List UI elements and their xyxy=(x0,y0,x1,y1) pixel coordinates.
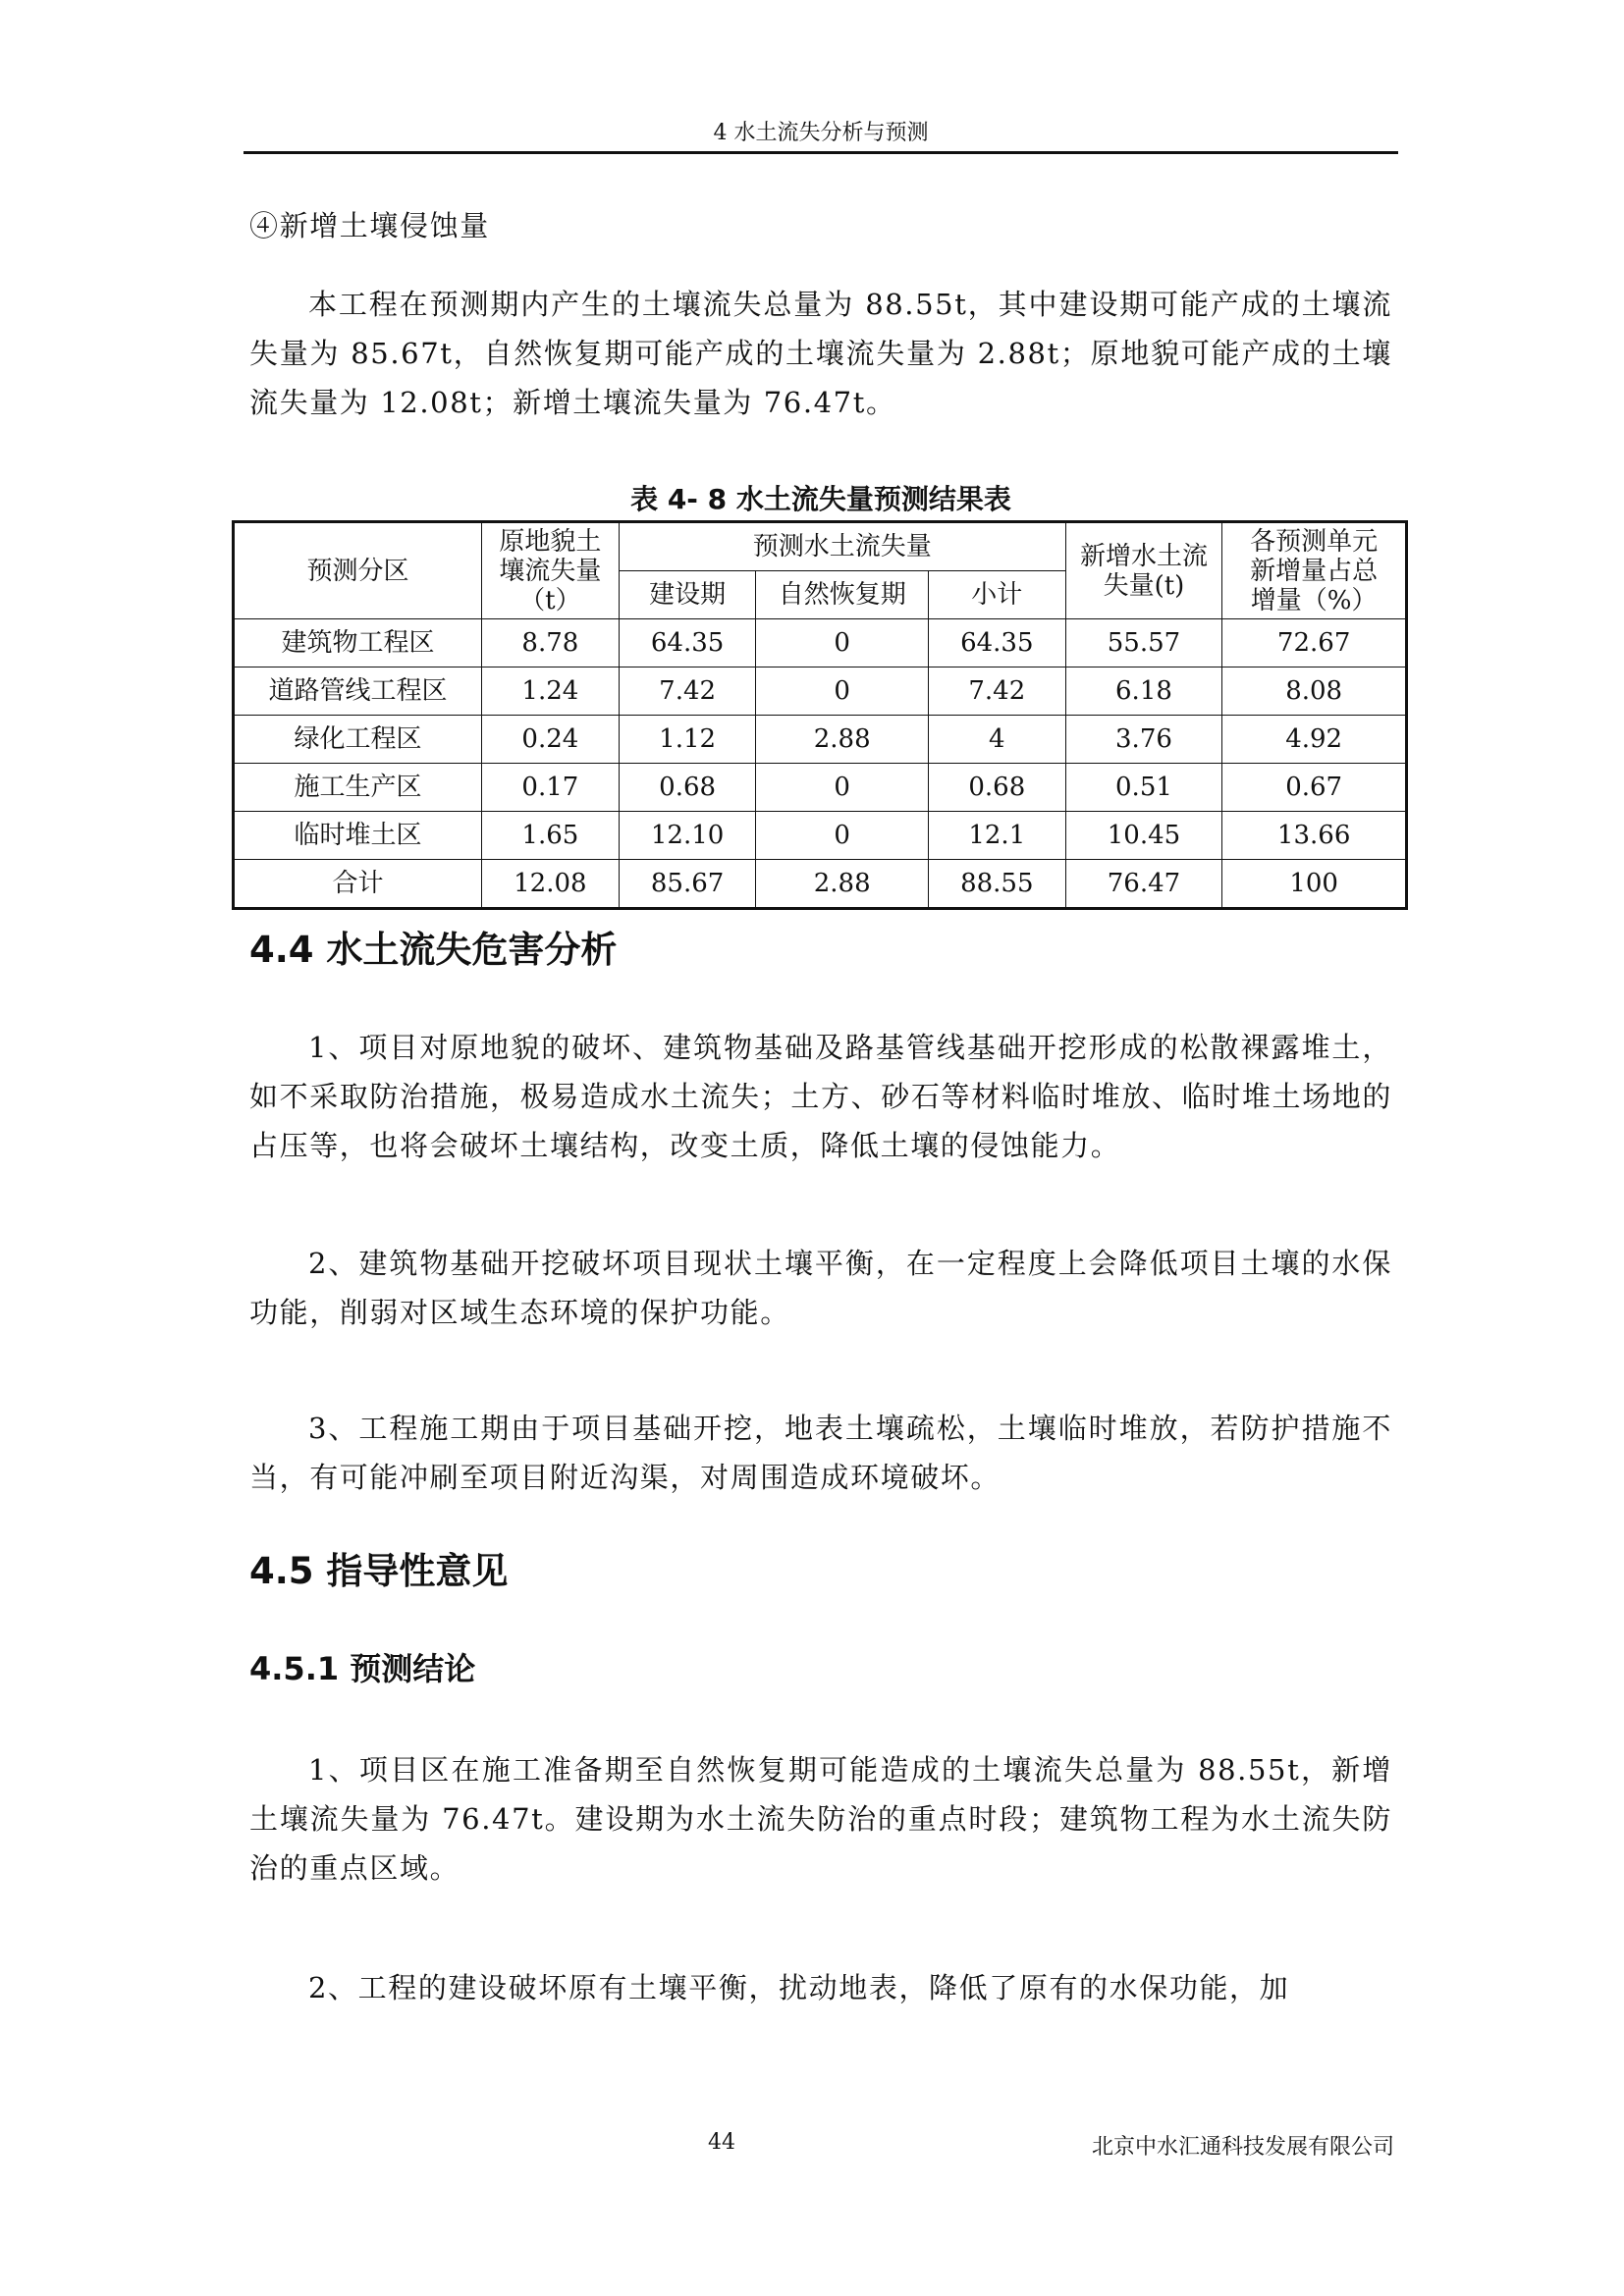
table-total-row xyxy=(234,860,1407,909)
section-heading-4-5: 4.5 指导性意见 xyxy=(249,1550,509,1592)
header-rule xyxy=(244,151,1398,154)
cell-subtotal: 0.68 xyxy=(928,764,1065,812)
cell-original: 8.78 xyxy=(481,619,619,667)
cell-subtotal: 88.55 xyxy=(928,860,1065,909)
cell-new: 76.47 xyxy=(1065,860,1222,909)
table-row xyxy=(234,716,1407,764)
header-original-loss: 原地貌土壤流失量（t） xyxy=(481,522,619,619)
hazard-paragraph-3: 3、工程施工期由于项目基础开挖，地表土壤疏松，土壤临时堆放，若防护措施不当，有可能冲刷至项目附近沟渠，对周围造成环境破坏。 xyxy=(249,1412,1392,1494)
cell-construction: 64.35 xyxy=(619,619,756,667)
page-number: 44 xyxy=(708,2130,735,2155)
table-title: 表 4- 8 水土流失量预测结果表 xyxy=(630,483,1011,515)
cell-recovery: 0 xyxy=(756,619,928,667)
cell-share: 4.92 xyxy=(1222,716,1407,764)
cell-new: 10.45 xyxy=(1065,812,1222,860)
conclusion-paragraph-2: 2、工程的建设破坏原有土壤平衡，扰动地表，降低了原有的水保功能，加 xyxy=(308,1971,1290,2004)
header-subtotal: 小计 xyxy=(928,571,1065,619)
section-heading-4-4: 4.4 水土流失危害分析 xyxy=(249,929,618,971)
cell-subtotal: 64.35 xyxy=(928,619,1065,667)
cell-new: 0.51 xyxy=(1065,764,1222,812)
soil-loss-table xyxy=(232,520,1408,910)
company-name: 北京中水汇通科技发展有限公司 xyxy=(1091,2135,1394,2160)
cell-subtotal: 12.1 xyxy=(928,812,1065,860)
cell-subtotal: 4 xyxy=(928,716,1065,764)
cell-recovery: 2.88 xyxy=(756,716,928,764)
cell-share: 8.08 xyxy=(1222,667,1407,716)
subsection-heading-4-5-1: 4.5.1 预测结论 xyxy=(249,1650,476,1687)
cell-zone: 合计 xyxy=(234,860,482,909)
header-new-loss: 新增水土流失量(t) xyxy=(1065,522,1222,619)
header-construction: 建设期 xyxy=(619,571,756,619)
cell-new: 55.57 xyxy=(1065,619,1222,667)
cell-subtotal: 7.42 xyxy=(928,667,1065,716)
cell-share: 100 xyxy=(1222,860,1407,909)
cell-zone: 临时堆土区 xyxy=(234,812,482,860)
cell-zone: 道路管线工程区 xyxy=(234,667,482,716)
cell-original: 0.17 xyxy=(481,764,619,812)
cell-new: 3.76 xyxy=(1065,716,1222,764)
header-share: 各预测单元新增量占总增量（%） xyxy=(1222,522,1407,619)
cell-zone: 绿化工程区 xyxy=(234,716,482,764)
hazard-paragraph-2: 2、建筑物基础开挖破坏项目现状土壤平衡，在一定程度上会降低项目土壤的水保功能，削弱对区域生态环境的保护功能。 xyxy=(249,1247,1392,1329)
table-row xyxy=(234,764,1407,812)
cell-original: 0.24 xyxy=(481,716,619,764)
cell-recovery: 0 xyxy=(756,764,928,812)
cell-original: 1.65 xyxy=(481,812,619,860)
sub-item-heading: ④新增土壤侵蚀量 xyxy=(249,209,490,242)
cell-construction: 12.10 xyxy=(619,812,756,860)
table-row xyxy=(234,619,1407,667)
conclusion-paragraph-1: 1、项目区在施工准备期至自然恢复期可能造成的土壤流失总量为 88.55t，新增土壤流失量为 76.47t。建设期为水土流失防治的重点时段；建筑物工程为水土流失防治的重点区域。 xyxy=(249,1753,1392,1885)
hazard-paragraph-1: 1、项目对原地貌的破坏、建筑物基础及路基管线基础开挖形成的松散裸露堆土，如不采取防治措施，极易造成水土流失；土方、砂石等材料临时堆放、临时堆土场地的占压等，也将会破坏土壤结构，改变土质，降低土壤的侵蚀能力。 xyxy=(249,1031,1392,1162)
table-row xyxy=(234,667,1407,716)
cell-original: 1.24 xyxy=(481,667,619,716)
cell-zone: 建筑物工程区 xyxy=(234,619,482,667)
cell-original: 12.08 xyxy=(481,860,619,909)
header-predicted-group: 预测水土流失量 xyxy=(619,522,1065,571)
cell-construction: 7.42 xyxy=(619,667,756,716)
table-row xyxy=(234,812,1407,860)
cell-share: 13.66 xyxy=(1222,812,1407,860)
cell-construction: 0.68 xyxy=(619,764,756,812)
running-header: 4 水土流失分析与预测 xyxy=(713,121,929,145)
header-natural-recovery: 自然恢复期 xyxy=(756,571,928,619)
cell-construction: 1.12 xyxy=(619,716,756,764)
header-zone: 预测分区 xyxy=(234,522,482,619)
cell-recovery: 0 xyxy=(756,667,928,716)
cell-recovery: 0 xyxy=(756,812,928,860)
cell-recovery: 2.88 xyxy=(756,860,928,909)
cell-new: 6.18 xyxy=(1065,667,1222,716)
cell-zone: 施工生产区 xyxy=(234,764,482,812)
cell-share: 72.67 xyxy=(1222,619,1407,667)
cell-share: 0.67 xyxy=(1222,764,1407,812)
intro-paragraph: 本工程在预测期内产生的土壤流失总量为 88.55t，其中建设期可能产成的土壤流失量为 85.67t，自然恢复期可能产成的土壤流失量为 2.88t；原地貌可能产成的土壤流失量为 12.08t；新增土壤流失量为 76.47t。 xyxy=(249,288,1392,419)
cell-construction: 85.67 xyxy=(619,860,756,909)
